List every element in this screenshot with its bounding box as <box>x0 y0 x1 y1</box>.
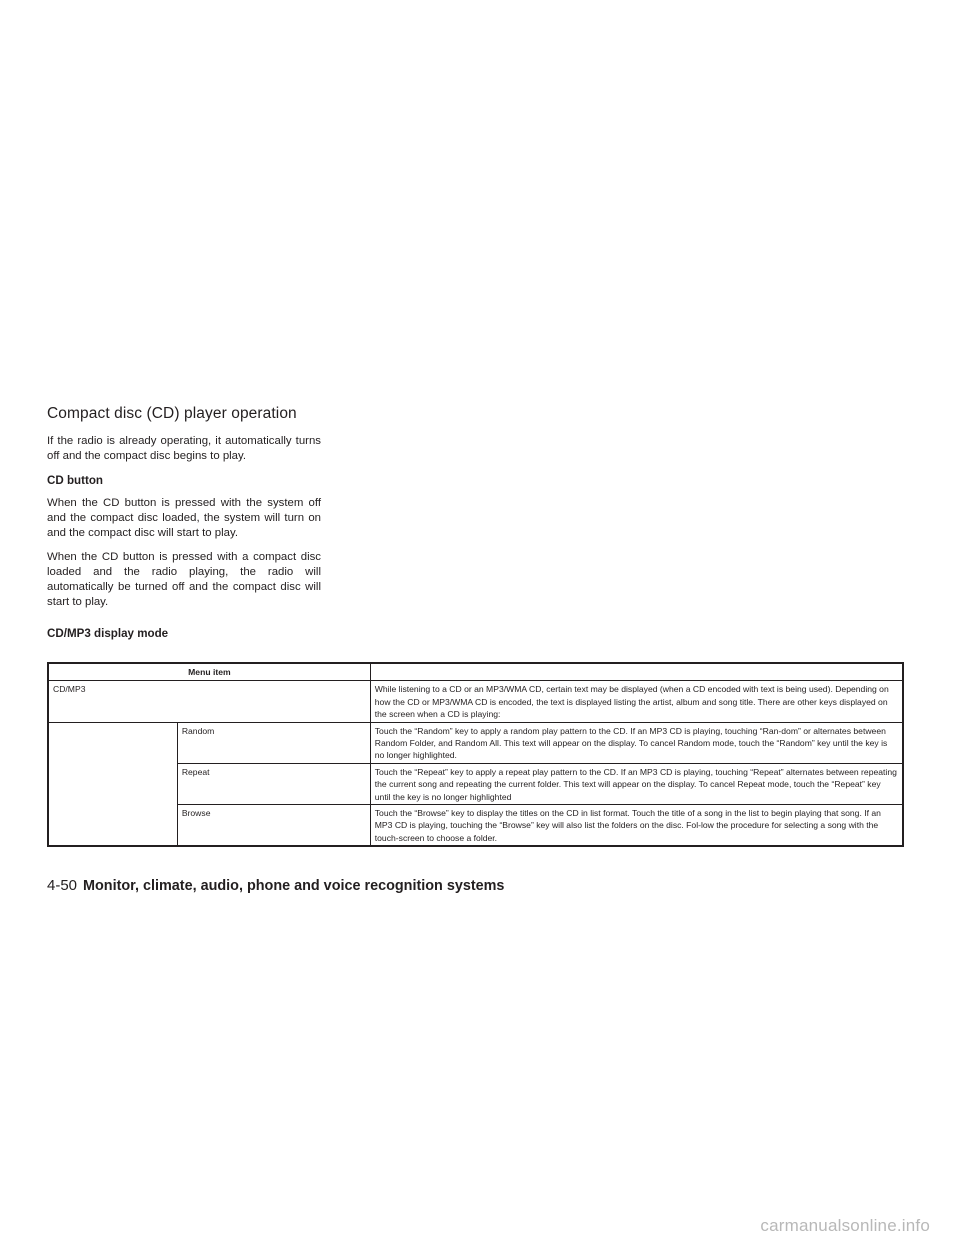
row-description: Touch the “Repeat” key to apply a repeat play pattern to the CD. If an MP3 CD is playing, touching “Repeat” alternates between repeating the current song and repeating the current folder. This text will appear on the display. To cancel Repeat mode, touch the “Repeat” key until the key is no longer highlighted <box>370 763 903 804</box>
header-menu-item: Menu item <box>48 663 370 681</box>
chapter-title: Monitor, climate, audio, phone and voice recognition systems <box>83 878 505 894</box>
table-header-row <box>48 663 903 681</box>
cd-operation-section <box>47 404 321 619</box>
cd-mp3-display-mode-table <box>47 662 904 847</box>
row-description: Touch the “Random” key to apply a random play pattern to the CD. If an MP3 CD is playing, touching “Ran-dom” or alternates between Random Folder, and Random All. This text will appear on the display. To cancel Random mode, touch the “Random” key until the key is no longer highlighted. <box>370 722 903 763</box>
row-sub-repeat: Repeat <box>177 763 370 804</box>
row-item-blank <box>48 722 177 846</box>
row-description: While listening to a CD or an MP3/WMA CD, certain text may be displayed (when a CD encoded with text is being used). Depending on how the CD or MP3/WMA CD is encoded, the text is displayed listing the artist, album and song title. There are other keys displayed on the screen when a CD is playing: <box>370 681 903 722</box>
page-footer <box>47 876 504 896</box>
intro-paragraph: If the radio is already operating, it automatically turns off and the compact disc begins to play. <box>47 435 321 462</box>
header-blank <box>370 663 903 681</box>
row-item-cd-mp3: CD/MP3 <box>48 681 370 722</box>
page-number: 4-50 <box>47 877 78 894</box>
row-sub-random: Random <box>177 722 370 763</box>
table-row <box>48 681 903 722</box>
cd-button-heading: CD button <box>47 474 104 487</box>
cd-button-paragraph-2: When the CD button is pressed with a compact disc loaded and the radio playing, the radio will automatically be turned off and the compact disc will start to play. <box>47 551 321 608</box>
row-sub-browse: Browse <box>177 805 370 847</box>
table-heading: CD/MP3 display mode <box>47 627 169 640</box>
table-row <box>48 722 903 763</box>
section-title: Compact disc (CD) player operation <box>47 405 297 422</box>
watermark: carmanualsonline.info <box>760 1216 930 1235</box>
row-description: Touch the “Browse” key to display the titles on the CD in list format. Touch the title of a song in the list to begin playing that song. If an MP3 CD is playing, touching the “Browse” key will also list the folders on the disc. Fol-low the procedure for selecting a song with the touch-screen to choose a folder. <box>370 805 903 847</box>
cd-button-paragraph-1: When the CD button is pressed with the system off and the compact disc loaded, the system will turn on and the compact disc will start to play. <box>47 497 321 539</box>
